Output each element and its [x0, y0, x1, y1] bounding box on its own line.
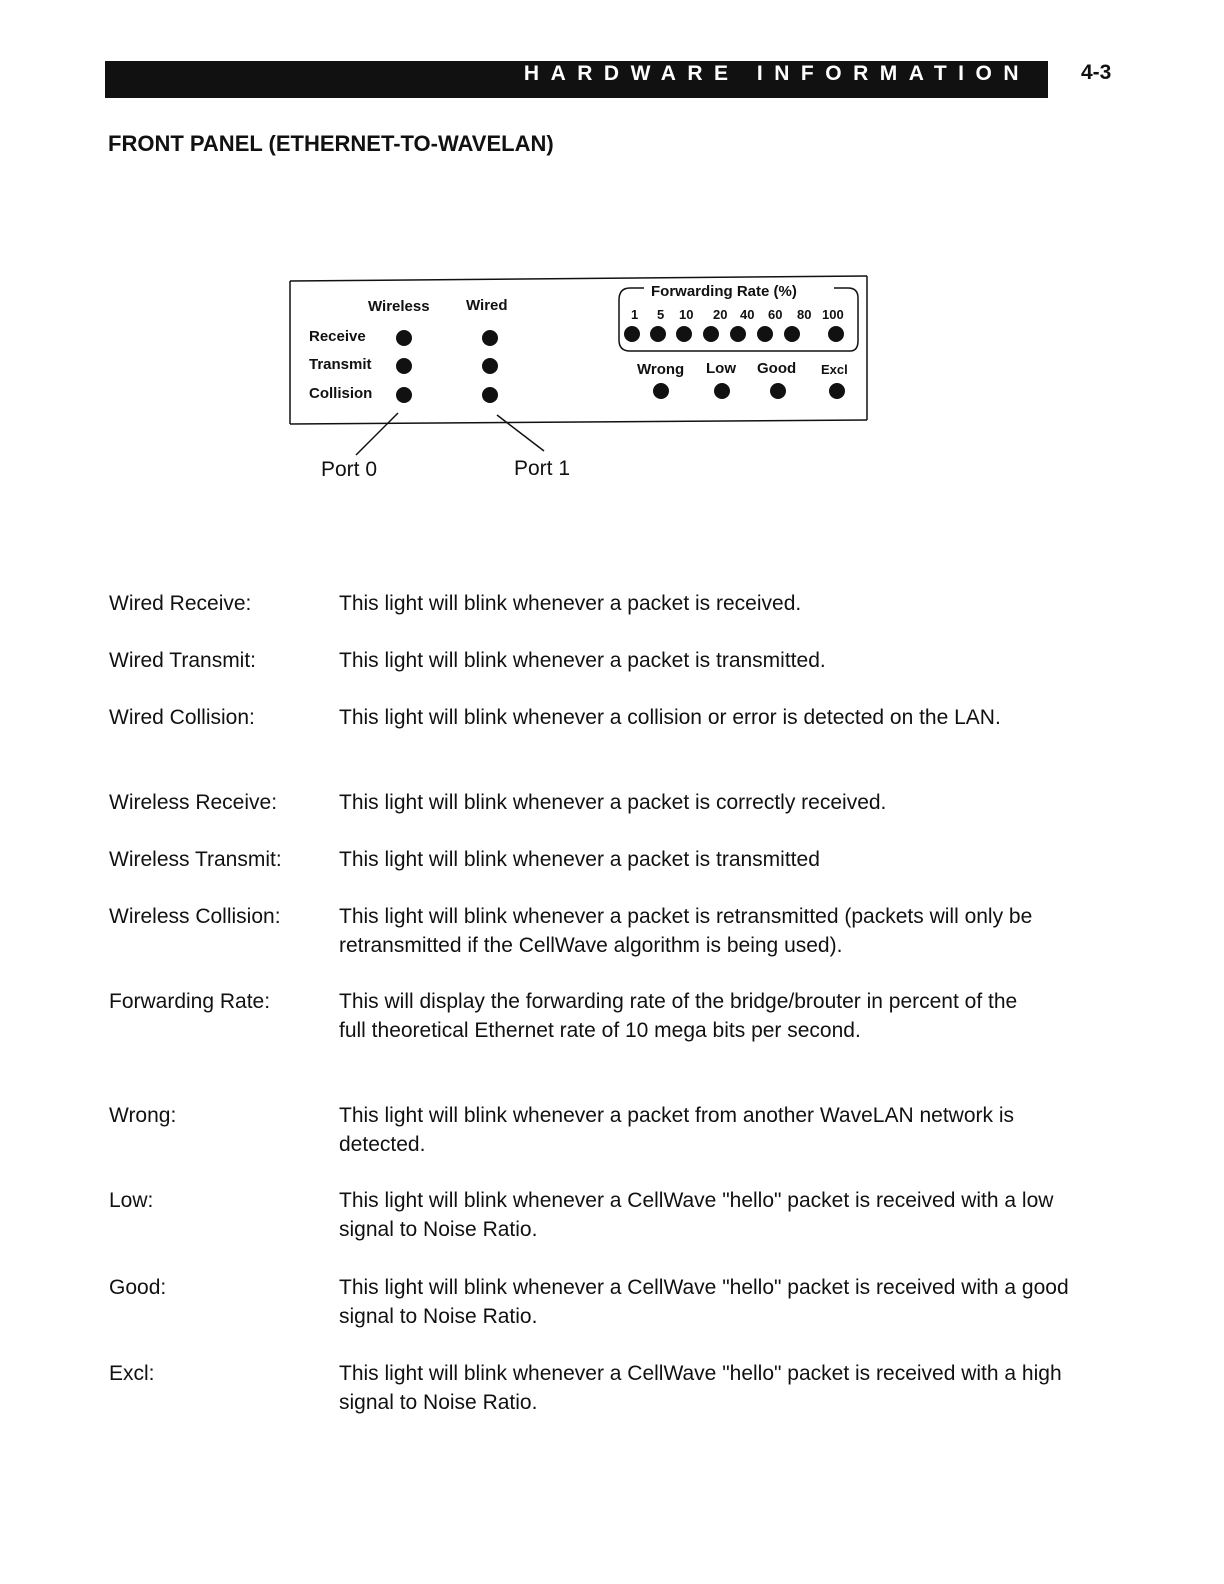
forwarding-led [703, 326, 719, 342]
forwarding-led [757, 326, 773, 342]
forwarding-level-label: 20 [713, 307, 728, 322]
port1-pointer [497, 415, 544, 451]
low-led [714, 383, 730, 399]
forwarding-led [828, 326, 844, 342]
forwarding-level-label: 80 [797, 307, 812, 322]
definition-text: This light will blink whenever a packet from another WaveLAN network is detected. [339, 1104, 1015, 1156]
forwarding-rate-title: Forwarding Rate (%) [651, 283, 797, 300]
header-title: HARDWARE INFORMATION [523, 62, 1030, 85]
forwarding-level-label: 60 [768, 307, 783, 322]
forwarding-led [784, 326, 800, 342]
port0-label: Port 0 [321, 458, 378, 481]
definition-text: This light will blink whenever a CellWave "hello" packet is received with a good signal to Noise Ratio. [339, 1276, 1069, 1328]
page-number: 4-3 [1081, 61, 1112, 84]
quality-good-label: Good [757, 360, 797, 377]
forwarding-level-label: 10 [679, 307, 694, 322]
forwarding-led [650, 326, 666, 342]
wired-collision-led [482, 387, 498, 403]
definition-term: Wireless Collision: [109, 905, 281, 928]
definition-term: Wired Transmit: [109, 649, 257, 672]
panel-bottom-edge [290, 420, 867, 424]
forwarding-level-label: 1 [631, 307, 639, 322]
row-receive-label: Receive [309, 328, 366, 345]
definition-term: Wireless Transmit: [109, 848, 282, 871]
forwarding-led [624, 326, 640, 342]
excl-led [829, 383, 845, 399]
wrong-led [653, 383, 669, 399]
row-collision-label: Collision [309, 385, 373, 402]
definition-term: Wired Collision: [109, 706, 255, 729]
definition-text: This will display the forwarding rate of the bridge/brouter in percent of the full theoretical Ethernet rate of 10 mega bits per second. [339, 990, 1018, 1042]
wireless-transmit-led [396, 358, 412, 374]
panel-outline [0, 0, 1224, 500]
quality-wrong-label: Wrong [637, 361, 685, 378]
wireless-receive-led [396, 330, 412, 346]
forwarding-level-label: 100 [822, 307, 844, 322]
quality-excl-label: Excl [821, 362, 848, 377]
wired-transmit-led [482, 358, 498, 374]
wireless-collision-led [396, 387, 412, 403]
forwarding-led [730, 326, 746, 342]
definition-text: This light will blink whenever a CellWave "hello" packet is received with a high signal to Noise Ratio. [339, 1362, 1062, 1414]
definition-text: This light will blink whenever a packet is received. [339, 592, 802, 615]
definition-text: This light will blink whenever a CellWave "hello" packet is received with a low signal to Noise Ratio. [339, 1189, 1054, 1241]
port1-label: Port 1 [514, 457, 571, 480]
row-transmit-label: Transmit [309, 356, 372, 373]
panel-top-edge [290, 276, 867, 281]
forwarding-level-label: 40 [740, 307, 755, 322]
port0-pointer [356, 413, 398, 455]
col-wired-label: Wired [466, 297, 508, 314]
definition-text: This light will blink whenever a packet is transmitted. [339, 649, 826, 672]
good-led [770, 383, 786, 399]
forwarding-led [676, 326, 692, 342]
definition-term: Low: [109, 1189, 154, 1212]
definition-text: This light will blink whenever a packet is transmitted [339, 848, 820, 871]
definition-text: This light will blink whenever a packet is correctly received. [339, 791, 887, 814]
definition-term: Wireless Receive: [109, 791, 278, 814]
section-title: FRONT PANEL (ETHERNET-TO-WAVELAN) [108, 131, 554, 156]
definition-term: Forwarding Rate: [109, 990, 271, 1013]
definition-text: This light will blink whenever a packet is retransmitted (packets will only be retransmitted if the CellWave algorithm is being used). [339, 905, 1033, 957]
col-wireless-label: Wireless [368, 298, 430, 315]
definition-term: Excl: [109, 1362, 155, 1385]
forwarding-level-label: 5 [657, 307, 665, 322]
definition-term: Wired Receive: [109, 592, 252, 615]
definition-term: Wrong: [109, 1104, 177, 1127]
wired-receive-led [482, 330, 498, 346]
definition-text: This light will blink whenever a collision or error is detected on the LAN. [339, 706, 1001, 729]
definition-term: Good: [109, 1276, 167, 1299]
quality-low-label: Low [706, 360, 736, 377]
